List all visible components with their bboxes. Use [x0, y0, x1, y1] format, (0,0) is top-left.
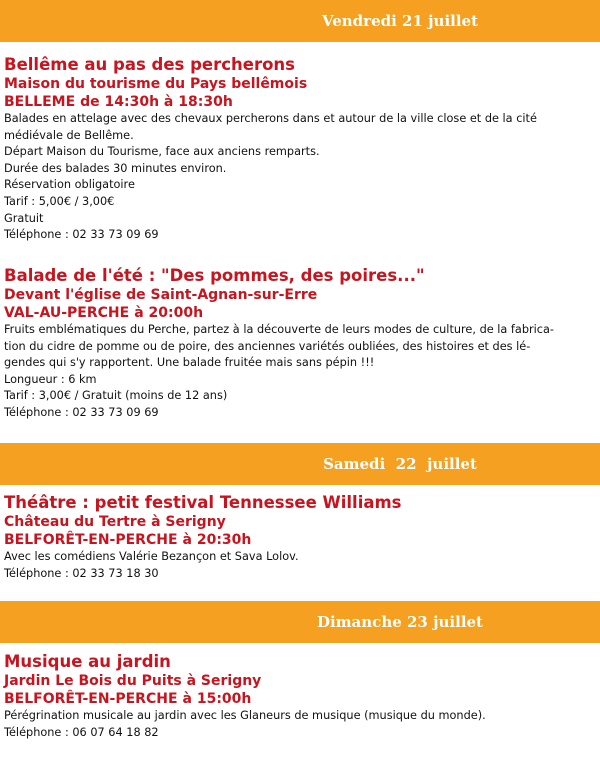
event-time: à 20:30h — [182, 532, 252, 548]
event-place-time — [4, 531, 596, 549]
day-label: Vendredi 21 juillet — [321, 12, 479, 30]
event-phone: Téléphone : 02 33 73 09 69 — [4, 405, 159, 419]
day-banner-friday — [0, 0, 600, 42]
event-time: à 20:00h — [134, 305, 204, 321]
event-town: VAL-AU-PERCHE — [4, 305, 130, 321]
event-description-line: tion du cidre de pomme ou de poire, des anciennes variétés oubliées, des histoires et des lé- — [4, 339, 531, 353]
event-balade-ete — [4, 266, 596, 422]
event-description-line: Fruits emblématiques du Perche, partez à la découverte de leurs modes de culture, de la fabrica- — [4, 323, 554, 336]
event-town: BELFORÊT-EN-PERCHE — [4, 532, 178, 548]
day-label: Dimanche 23 juillet — [316, 613, 483, 631]
event-place-time — [4, 690, 596, 708]
event-description-line: Balades en attelage avec des chevaux percherons dans et autour de la ville close et de la cité — [4, 112, 537, 125]
day-label: Samedi 22 juillet — [323, 455, 477, 473]
event-musique-jardin — [4, 652, 596, 741]
event-price: Tarif : 5,00€ / 3,00€ — [4, 194, 115, 208]
event-phone: Téléphone : 06 07 64 18 82 — [4, 725, 159, 739]
event-description-line: médiévale de Bellême. — [4, 128, 134, 142]
event-description-line: Durée des balades 30 minutes environ. — [4, 161, 227, 175]
event-phone: Téléphone : 02 33 73 09 69 — [4, 228, 159, 242]
event-phone: Téléphone : 02 33 73 18 30 — [4, 566, 159, 580]
event-venue: Devant l'église de Saint-Agnan-sur-Erre — [4, 287, 318, 303]
event-time: à 15:00h — [182, 691, 252, 707]
event-venue: Maison du tourisme du Pays bellêmois — [4, 76, 308, 92]
event-description-line: Avec les comédiens Valérie Bezançon et Sava Lolov. — [4, 550, 299, 563]
event-free: Gratuit — [4, 211, 44, 225]
event-theatre-tennessee — [4, 493, 596, 582]
event-title: Balade de l'été : "Des pommes, des poires..." — [4, 266, 425, 285]
day-banner-saturday — [0, 443, 600, 485]
event-reservation: Réservation obligatoire — [4, 178, 135, 192]
event-title: Bellême au pas des percherons — [4, 55, 295, 74]
event-belleme-percherons — [4, 55, 596, 244]
event-venue: Château du Tertre à Serigny — [4, 514, 226, 530]
event-place-time — [4, 93, 596, 111]
event-description-line: Pérégrination musicale au jardin avec les Glaneurs de musique (musique du monde). — [4, 709, 486, 722]
event-time: de 14:30h à 18:30h — [80, 94, 233, 110]
event-description-line: Départ Maison du Tourisme, face aux anciens remparts. — [4, 145, 320, 159]
event-town: BELLEME — [4, 94, 76, 110]
day-banner-sunday — [0, 601, 600, 643]
event-place-time — [4, 304, 596, 322]
event-town: BELFORÊT-EN-PERCHE — [4, 691, 178, 707]
event-title: Musique au jardin — [4, 652, 171, 671]
event-length: Longueur : 6 km — [4, 372, 97, 386]
event-title: Théâtre : petit festival Tennessee Williams — [4, 493, 402, 512]
event-venue: Jardin Le Bois du Puits à Serigny — [4, 673, 262, 689]
event-price: Tarif : 3,00€ / Gratuit (moins de 12 ans) — [4, 389, 228, 403]
event-description-line: gendes qui s'y rapportent. Une balade fruitée mais sans pépin !!! — [4, 356, 375, 370]
